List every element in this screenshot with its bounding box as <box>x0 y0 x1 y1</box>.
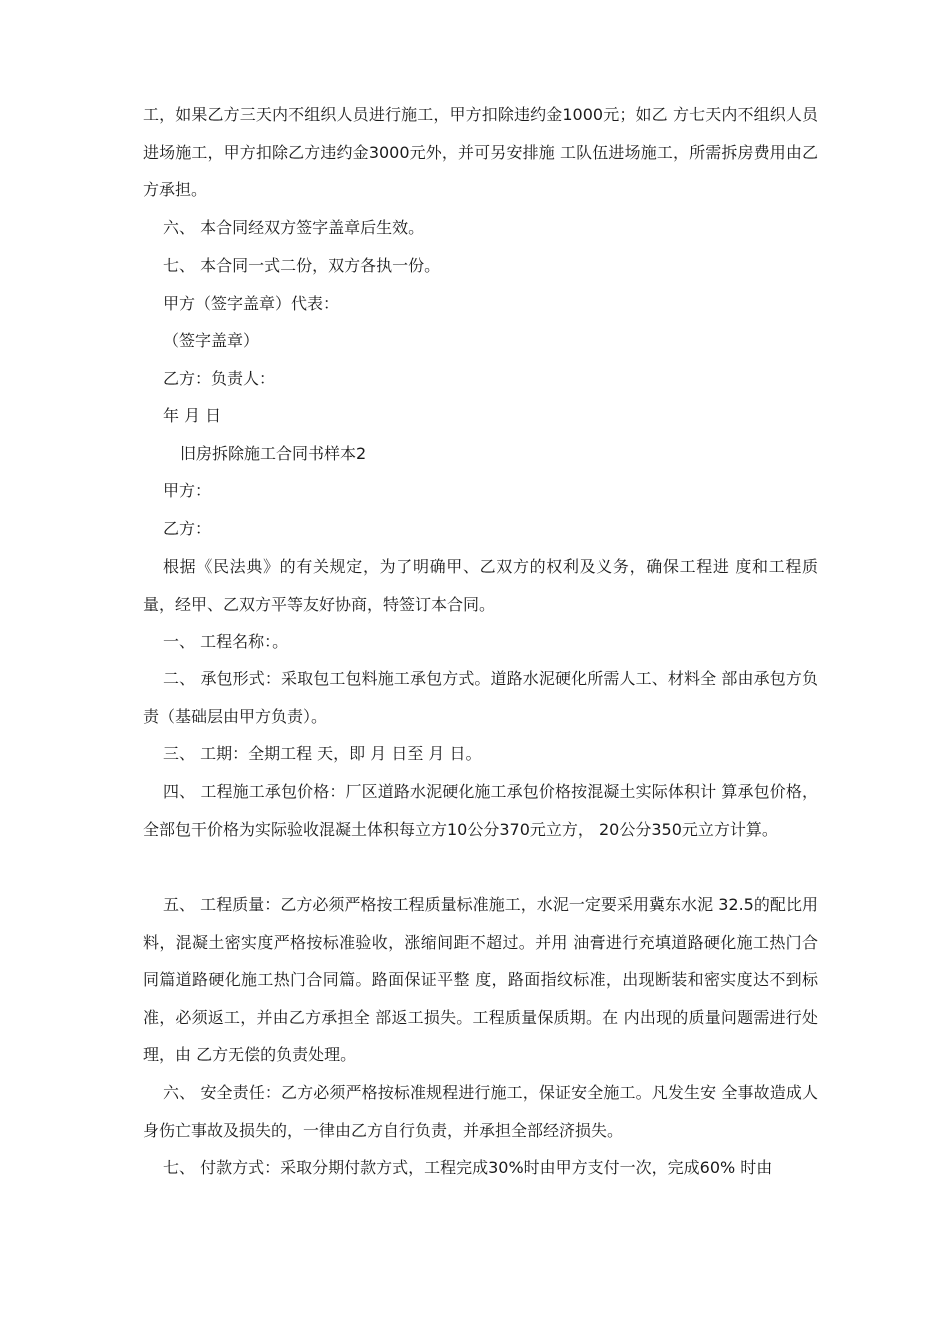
paragraph-party-a: 甲方： <box>163 481 212 500</box>
paragraph-party-a-signature: 甲方（签字盖章）代表： <box>163 294 340 313</box>
paragraph-party-b: 乙方： <box>163 519 212 538</box>
paragraph-quality: 五、 工程质量：乙方必须严格按工程质量标准施工，水泥一定要采用冀东水泥 32.5的配比用料，混凝土密实度严格按标准验收，涨缩间距不超过。并用 油膏进行充填道路硬化施工热门合同篇道路硬化施工热门合同篇。路面保证平整 度，路面指纹标准，出现断装和密实度达不到标准，必须返工，并由乙方承担全 部返工损失。工程质量保质期。在 内出现的质量问题需进行处理，由 乙方无偿的负责处理。 <box>143 895 818 1064</box>
paragraph-payment: 七、 付款方式：采取分期付款方式，工程完成30%时由甲方支付一次，完成60% 时由 <box>163 1158 773 1177</box>
paragraph-clause-six-effective: 六、 本合同经双方签字盖章后生效。 <box>163 218 425 237</box>
paragraph-date-line: 年 月 日 <box>163 406 222 425</box>
paragraph-party-b-responsible: 乙方：负责人： <box>163 369 276 388</box>
paragraph-project-name: 一、 工程名称：。 <box>163 632 289 651</box>
paragraph-sample-title: 旧房拆除施工合同书样本2 <box>180 444 367 463</box>
paragraph-penalty-clause: 工，如果乙方三天内不组织人员进行施工，甲方扣除违约金1000元；如乙 方七天内不组织人员进场施工，甲方扣除乙方违约金3000元外，并可另安排施 工队伍进场施工，所需拆房费用由乙方承担。 <box>143 105 818 199</box>
paragraph-schedule: 三、 工期：全期工程 天，即 月 日至 月 日。 <box>163 744 482 763</box>
paragraph-safety: 六、 安全责任：乙方必须严格按标准规程进行施工，保证安全施工。凡发生安 全事故造成人身伤亡事故及损失的，一律由乙方自行负责，并承担全部经济损失。 <box>143 1083 818 1140</box>
paragraph-contract-form: 二、 承包形式：采取包工包料施工承包方式。道路水泥硬化所需人工、材料全 部由承包方负责（基础层由甲方负责）。 <box>143 669 818 726</box>
paragraph-signature-stamp: （签字盖章） <box>163 331 260 350</box>
paragraph-clause-seven-copies: 七、 本合同一式二份，双方各执一份。 <box>163 256 441 275</box>
paragraph-contract-price: 四、 工程施工承包价格：厂区道路水泥硬化施工承包价格按混凝土实际体积计 算承包价格，全部包干价格为实际验收混凝土体积每立方10公分370元立方， 20公分350元立方计算。 <box>143 782 818 839</box>
paragraph-preamble: 根据《民法典》的有关规定，为了明确甲、乙双方的权利及义务，确保工程进 度和工程质量，经甲、乙双方平等友好协商，特签订本合同。 <box>143 557 818 614</box>
